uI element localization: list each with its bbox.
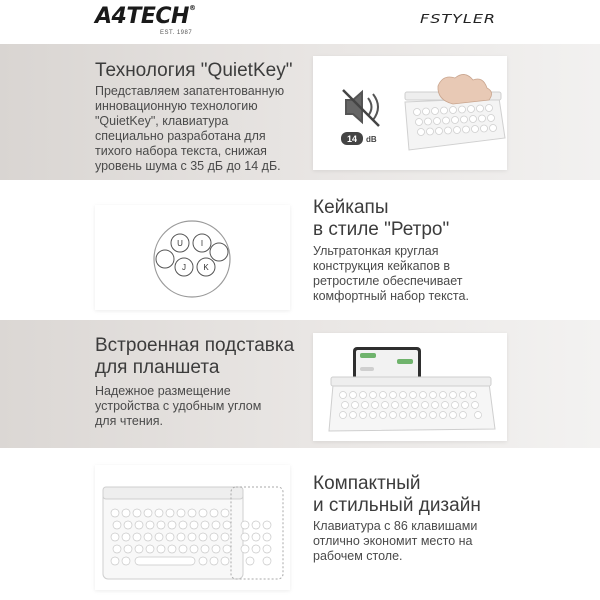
compact-title-line1: Компактный [313,473,421,494]
svg-text:dB: dB [366,135,377,144]
keyboard-illustration [405,74,505,150]
svg-text:J: J [182,263,186,272]
header [0,0,600,44]
est-label: EST. 1987 [160,30,193,36]
section-band-4 [0,448,600,600]
svg-text:U: U [177,239,183,248]
stand-title-line1: Встроенная подставка [95,335,295,356]
retro-title [313,197,493,241]
quietkey-image [313,56,507,170]
retro-title-line1: Кейкапы [313,197,389,218]
retro-keycaps-image [95,205,290,310]
quietkey-text: Представляем запатентованную инновационную технологию "QuietKey", клавиатура специально разработана для тихого набора текста, снижая уровень шума с 35 дБ до 14 дБ. [95,84,285,173]
section-band-1 [0,44,600,180]
compact-title [313,473,513,517]
svg-text:I: I [200,239,204,248]
quietkey-title: Технология "QuietKey" [95,60,293,81]
tablet-stand-image [313,333,507,441]
a4tech-logo: A4TECH® [95,4,196,29]
compact-title-line2: и стильный дизайн [313,495,481,516]
fstyler-logo: FSTYLER [420,10,497,27]
quiet-typing-illustration [313,56,507,170]
compact-text: Клавиатура с 86 клавишами отлично экономит место на рабочем столе. [313,519,478,563]
section-band-2 [0,180,600,320]
keycap-left [156,250,174,268]
compact-design-image [95,465,290,590]
keycaps-illustration [95,205,290,310]
stand-title-line2: для планшета [95,357,220,378]
retro-text: Ультратонкая круглая конструкция кейкапов в ретростиле обеспечивает комфортный набор текста. [313,244,469,303]
svg-text:K: K [203,263,209,272]
keycap-right [210,243,228,261]
svg-text:14: 14 [346,134,358,144]
noise-level-badge [341,132,377,145]
mute-speaker-icon [343,90,379,126]
keyboard-top-view-illustration [95,465,290,590]
keyboard-with-phone-illustration [313,333,507,441]
stand-text: Надежное размещение устройства с удобным углом для чтения. [95,384,262,428]
stand-title [95,335,310,379]
retro-title-line2: в стиле "Ретро" [313,219,450,240]
